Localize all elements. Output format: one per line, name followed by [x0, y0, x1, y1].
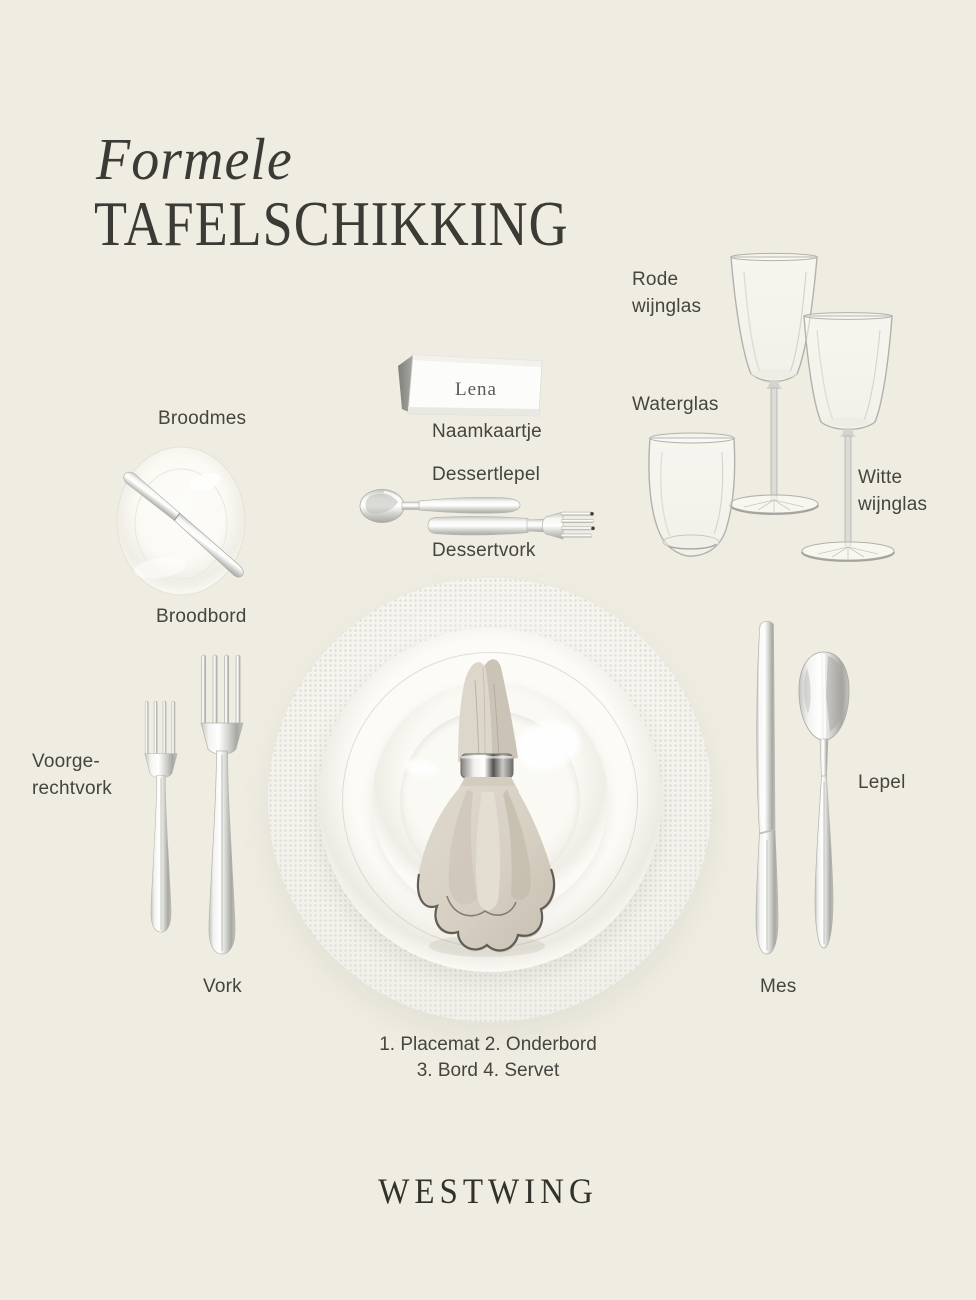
brand-logo: WESTWING: [378, 1172, 598, 1212]
appetizer-fork: [144, 672, 178, 962]
napkin-with-ring: [395, 638, 585, 973]
label-spoon: Lepel: [858, 772, 906, 793]
label-water-glass: Waterglas: [632, 394, 719, 415]
dinner-knife: [752, 620, 782, 958]
label-fork: Vork: [203, 976, 242, 997]
bread-plate-with-knife: [108, 440, 272, 602]
spoon: [795, 650, 853, 960]
label-white-wine-glass: Witte wijnglas: [858, 467, 928, 515]
water-glass: [640, 432, 744, 560]
label-bread-plate: Broodbord: [156, 606, 247, 627]
label-knife: Mes: [760, 976, 797, 997]
label-dessert-fork: Dessertvork: [432, 540, 536, 561]
label-appetizer-fork: Voorge- rechtvork: [32, 751, 112, 799]
legend-line-1: 1. Placemat 2. Onderbord: [379, 1034, 597, 1055]
name-card: [392, 350, 548, 422]
dinner-fork: [200, 652, 244, 958]
label-red-wine-glass: Rode wijnglas: [632, 269, 702, 317]
legend-line-2: 3. Bord 4. Servet: [416, 1060, 560, 1081]
title-caps: TAFELSCHIKKING: [94, 188, 569, 260]
name-card-name: Lena: [455, 379, 497, 400]
label-bread-knife: Broodmes: [158, 408, 247, 429]
white-wine-glass: [790, 310, 906, 566]
label-name-card: Naamkaartje: [432, 421, 542, 442]
label-dessert-spoon: Dessertlepel: [432, 464, 541, 485]
title-script: Formele: [96, 126, 293, 193]
legend-caption: [0, 1032, 976, 1084]
